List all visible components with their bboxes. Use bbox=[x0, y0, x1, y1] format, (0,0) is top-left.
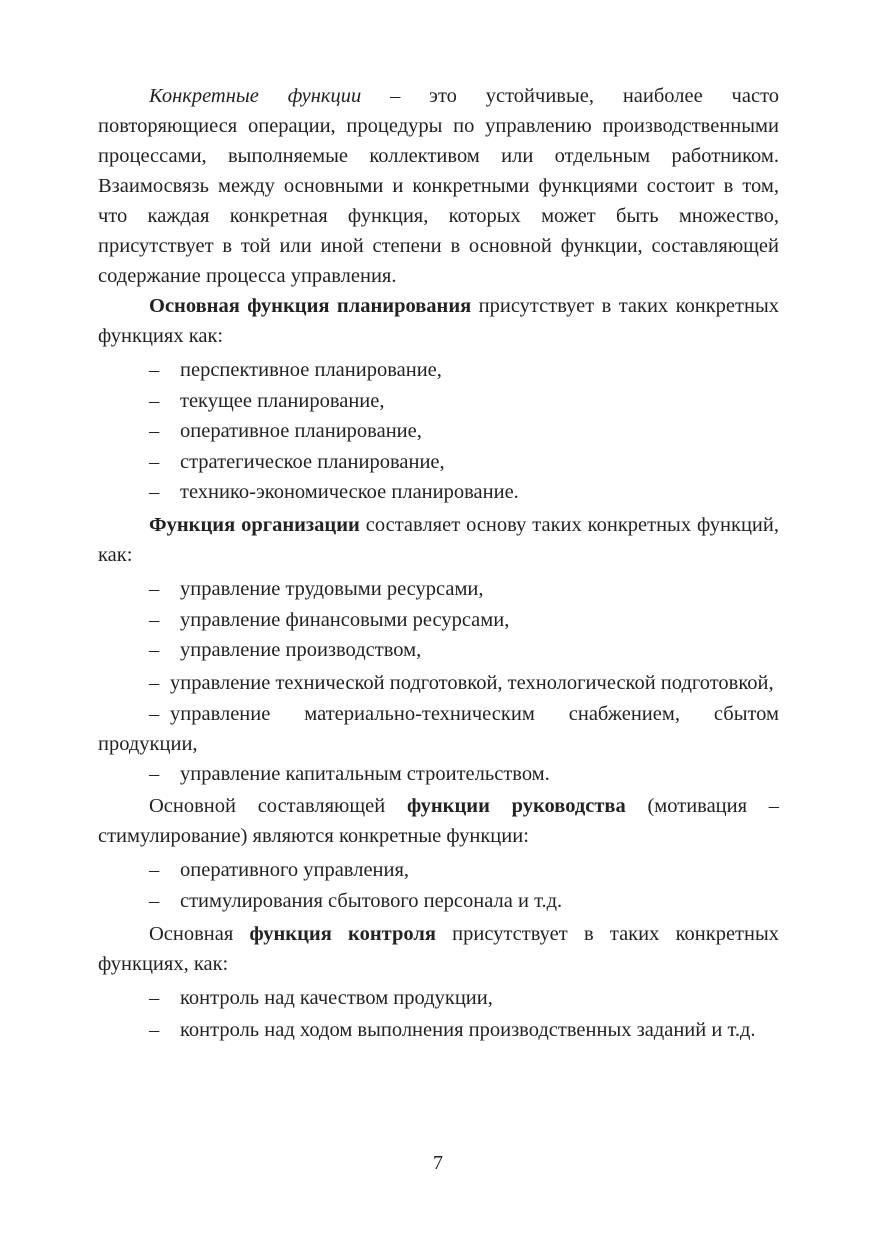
dash-marker: – bbox=[149, 481, 160, 504]
leadership-heading: функции руководства bbox=[406, 795, 626, 818]
control-paragraph: Основная функция контроля присутствует в таких конкретных функциях, как: bbox=[98, 922, 779, 975]
list-item-wrapped: – управление материально-техническим снабжением, сбытом продукции, bbox=[98, 699, 779, 759]
dash-marker: – bbox=[149, 639, 160, 662]
dash-marker: – bbox=[149, 389, 160, 412]
intro-text: – это устойчивые, наиболее часто повторяющиеся операции, процедуры по управлению производственными процессами, выполняемые коллективом или отдельным работником. Взаимосвязь между основными и конкретными функциями состоит в том, что каждая конкретная функция, которых может быть множество, присутствует в той или иной степени в основной функции, составляющей содержание процесса управления. bbox=[98, 85, 780, 287]
planning-text: присутствует в таких конкретных функциях как: bbox=[98, 295, 779, 347]
control-text: присутствует в таких конкретных функциях, как: bbox=[98, 922, 779, 975]
list-item: – оперативное планирование, bbox=[98, 416, 779, 447]
dash-marker: – bbox=[149, 577, 160, 600]
list-item: – текущее планирование, bbox=[98, 386, 779, 417]
dash-marker: – bbox=[149, 859, 160, 882]
dash-marker: – bbox=[149, 986, 160, 1009]
organization-list bbox=[98, 574, 779, 666]
dash-marker: – bbox=[149, 359, 160, 381]
organization-paragraph bbox=[98, 510, 779, 570]
dash-marker: – bbox=[149, 608, 160, 631]
list-item: – стратегическое планирование, bbox=[98, 447, 779, 478]
list-item: – управление финансовыми ресурсами, bbox=[98, 605, 779, 636]
organization-heading: Функция организации bbox=[149, 513, 360, 536]
list-item: – перспективное планирование, bbox=[98, 355, 779, 386]
page-number: 7 bbox=[433, 1152, 443, 1174]
dash-marker: – bbox=[149, 450, 160, 473]
list-item-wrapped: – управление технической подготовкой, технологической подготовкой, bbox=[98, 668, 779, 698]
dash-marker: – bbox=[149, 762, 160, 785]
list-item: – стимулирования сбытового персонала и т.д. bbox=[98, 886, 779, 917]
organization-list-end bbox=[98, 759, 779, 790]
dash-marker: – bbox=[149, 1019, 160, 1042]
dash-marker: – bbox=[149, 702, 160, 725]
list-item: – управление трудовыми ресурсами, bbox=[98, 574, 779, 605]
list-item: – управление производством, bbox=[98, 635, 779, 666]
intro-paragraph bbox=[98, 81, 779, 291]
planning-paragraph bbox=[98, 291, 779, 351]
list-item: – управление капитальным строительством. bbox=[98, 759, 779, 790]
dash-marker: – bbox=[149, 671, 160, 694]
planning-heading: Основная функция планирования bbox=[149, 295, 472, 317]
dash-marker: – bbox=[149, 889, 160, 912]
intro-term: Конкретные функции bbox=[149, 85, 362, 107]
list-item: – оперативного управления, bbox=[98, 855, 779, 886]
list-item: – технико-экономическое планирование. bbox=[98, 477, 779, 508]
organization-text: составляет основу таких конкретных функций, как: bbox=[98, 513, 779, 566]
control-list bbox=[98, 983, 779, 1014]
leadership-paragraph: Основной составляющей функции руководства (мотивация – стимулирование) являются конкретные функции: bbox=[98, 795, 780, 848]
dash-marker: – bbox=[149, 420, 160, 443]
control-heading: функция контроля bbox=[249, 922, 436, 945]
document-page bbox=[98, 81, 779, 1045]
list-item: – контроль над качеством продукции, bbox=[98, 983, 779, 1014]
planning-list bbox=[98, 355, 779, 508]
leadership-list bbox=[98, 855, 779, 916]
leadership-text: (мотивация – стимулирование) являются конкретные функции: bbox=[98, 795, 780, 848]
list-item-wrapped: – контроль над ходом выполнения производственных заданий и т.д. bbox=[98, 1015, 779, 1045]
